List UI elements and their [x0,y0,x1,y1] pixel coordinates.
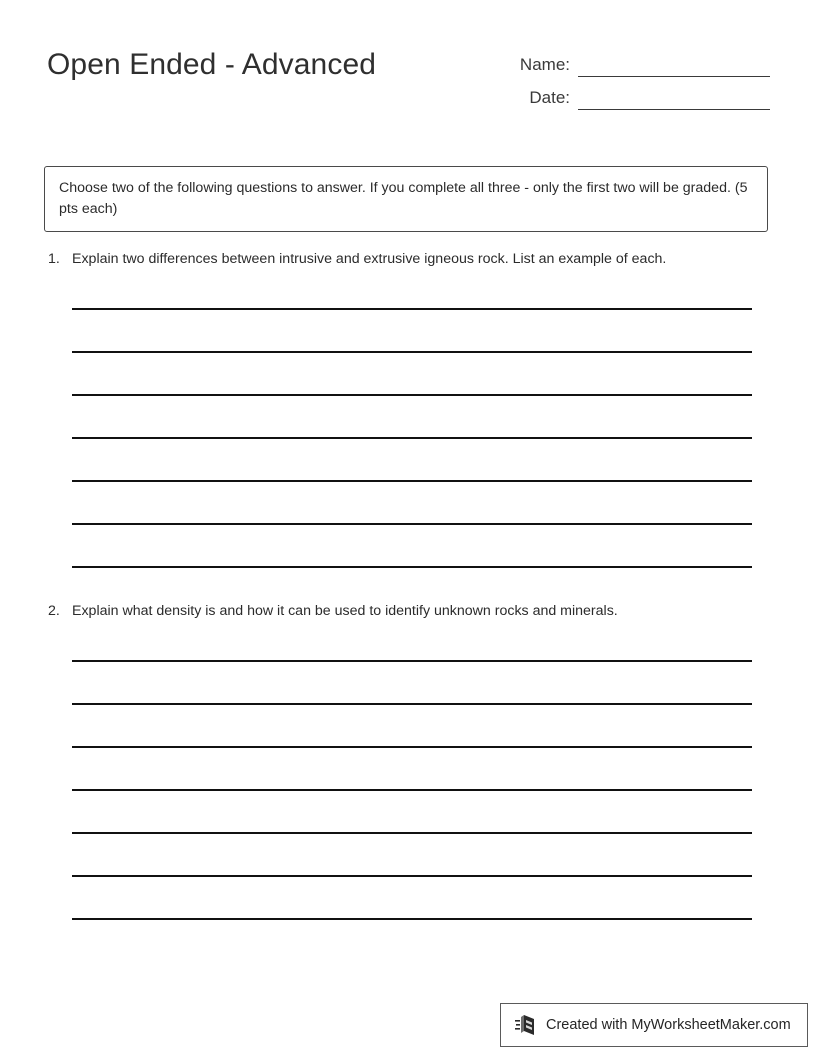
student-info-block [470,44,770,110]
footer-attribution-badge[interactable] [500,1003,808,1047]
answer-line[interactable] [72,310,752,353]
footer-attribution-text: Created with MyWorksheetMaker.com [546,1017,791,1033]
worksheet-maker-logo-icon [515,1013,537,1037]
question-block-1 [44,250,768,270]
name-input-line[interactable] [578,55,770,77]
question-2-number: 2. [48,603,60,619]
question-2-answer-area[interactable] [72,619,752,920]
answer-line[interactable] [72,748,752,791]
answer-line[interactable] [72,834,752,877]
instructions-text: Choose two of the following questions to answer. If you complete all three - only the first two will be graded. (5 pts each) [59,180,748,217]
instructions-box [44,166,768,232]
answer-line[interactable] [72,439,752,482]
answer-line[interactable] [72,267,752,310]
answer-line[interactable] [72,705,752,748]
answer-line[interactable] [72,525,752,568]
page-title: Open Ended - Advanced [47,48,377,81]
date-field-row [470,77,770,110]
answer-line[interactable] [72,877,752,920]
date-field-label: Date: [529,88,570,107]
answer-line[interactable] [72,619,752,662]
answer-line[interactable] [72,791,752,834]
name-field-row [470,44,770,77]
answer-line[interactable] [72,662,752,705]
name-field-label: Name: [519,55,570,74]
question-block-2 [44,602,768,622]
date-input-line[interactable] [578,88,770,110]
question-1-answer-area[interactable] [72,267,752,568]
question-1-number: 1. [48,251,60,267]
question-2-text: Explain what density is and how it can be used to identify unknown rocks and minerals. [72,603,618,619]
answer-line[interactable] [72,482,752,525]
question-1-text: Explain two differences between intrusive and extrusive igneous rock. List an example of each. [72,251,667,267]
answer-line[interactable] [72,396,752,439]
answer-line[interactable] [72,353,752,396]
